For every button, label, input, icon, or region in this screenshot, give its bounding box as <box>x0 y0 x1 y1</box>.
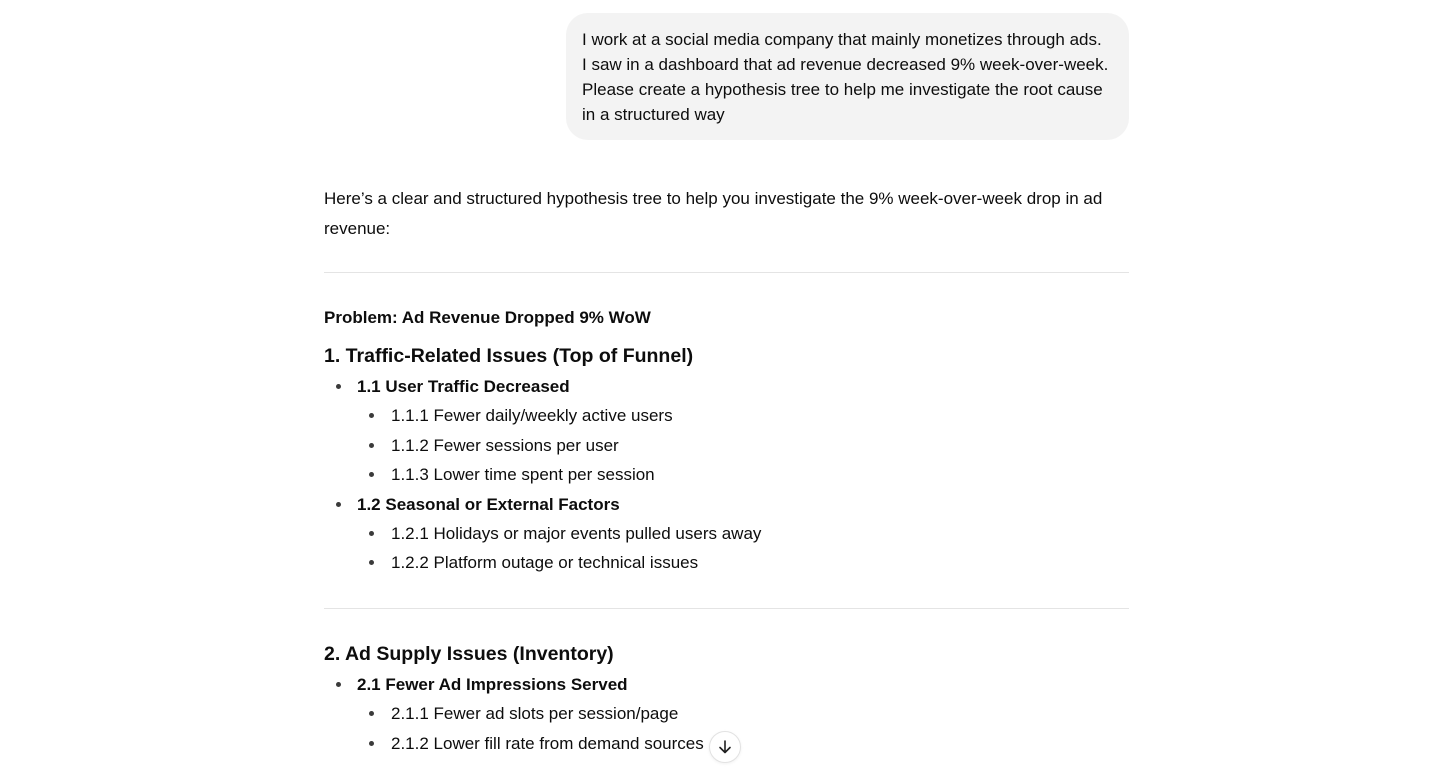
bullet <box>369 443 374 448</box>
user-message-bubble <box>566 13 1129 140</box>
scroll-to-bottom-button[interactable] <box>709 731 741 763</box>
user-message-line: I work at a social media company that mainly monetizes through ads. <box>582 30 1102 49</box>
sub-hypothesis-item <box>357 729 1129 758</box>
hypothesis-item <box>324 490 1129 578</box>
bullet <box>336 502 341 507</box>
sub-hypothesis-text: 2.1.1 Fewer ad slots per session/page <box>391 704 679 724</box>
sub-hypothesis-item <box>357 460 1129 489</box>
divider <box>324 272 1129 273</box>
sub-hypothesis-text: 1.2.1 Holidays or major events pulled users away <box>391 524 762 544</box>
hypothesis-label: 2.1 Fewer Ad Impressions Served <box>357 674 628 694</box>
user-message-line: Please create a hypothesis tree to help me investigate the root cause <box>582 80 1103 99</box>
assistant-intro: Here’s a clear and structured hypothesis tree to help you investigate the 9% week-over-week drop in ad revenue: <box>324 189 1103 238</box>
sub-hypothesis-list <box>357 401 1129 489</box>
sub-hypothesis-list <box>357 519 1129 578</box>
bullet <box>369 560 374 565</box>
bullet <box>336 384 341 389</box>
user-message-line: I saw in a dashboard that ad revenue decreased 9% week-over-week. <box>582 55 1109 74</box>
sub-hypothesis-item <box>357 699 1129 728</box>
sub-hypothesis-text: 1.2.2 Platform outage or technical issues <box>391 553 699 573</box>
bullet <box>369 531 374 536</box>
sub-hypothesis-text: 1.1.1 Fewer daily/weekly active users <box>391 406 673 426</box>
sub-hypothesis-text: 1.1.2 Fewer sessions per user <box>391 435 619 455</box>
hypothesis-item <box>324 372 1129 490</box>
sub-hypothesis-item <box>357 401 1129 430</box>
hypothesis-label: 1.2 Seasonal or External Factors <box>357 494 620 514</box>
section-title-traffic: 1. Traffic-Related Issues (Top of Funnel) <box>324 345 694 367</box>
sub-hypothesis-text: 1.1.3 Lower time spent per session <box>391 465 655 485</box>
bullet <box>369 741 374 746</box>
hypothesis-list <box>324 372 1129 578</box>
hypothesis-label: 1.1 User Traffic Decreased <box>357 377 570 396</box>
assistant-response <box>324 184 1129 758</box>
bullet <box>369 472 374 477</box>
sub-hypothesis-item <box>357 548 1129 577</box>
sub-hypothesis-item <box>357 519 1129 548</box>
bullet <box>336 682 341 687</box>
sub-hypothesis-text: 2.1.2 Lower fill rate from demand sources <box>391 733 704 753</box>
bullet <box>369 413 374 418</box>
section-title-ad-supply: 2. Ad Supply Issues (Inventory) <box>324 642 614 665</box>
sub-hypothesis-item <box>357 431 1129 460</box>
arrow-down-icon <box>717 739 733 755</box>
sub-hypothesis-list <box>357 699 1129 758</box>
divider <box>324 608 1129 609</box>
user-message-line: in a structured way <box>582 105 725 124</box>
bullet <box>369 711 374 716</box>
problem-statement: Problem: Ad Revenue Dropped 9% WoW <box>324 308 651 327</box>
